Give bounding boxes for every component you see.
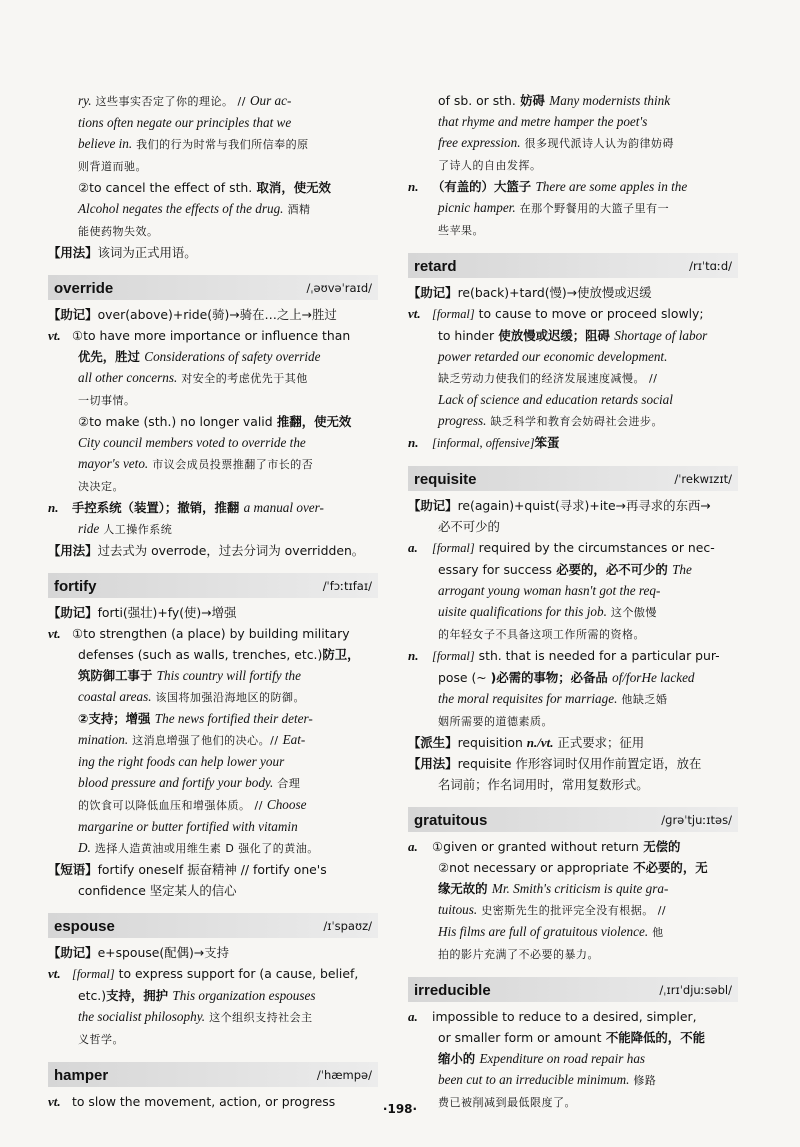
label-text: e+spouse(配偶)→支持 — [97, 945, 230, 960]
label-line — [48, 859, 378, 880]
section-label: 【助记】 — [408, 498, 458, 513]
text-ex2: Eat- — [282, 732, 306, 747]
headword: override — [54, 280, 114, 297]
text-reg: [formal] — [432, 541, 475, 555]
entry-line — [408, 1048, 738, 1069]
text-ex: The news fortified their deter- — [154, 711, 313, 726]
entry-line — [408, 899, 738, 921]
text-ex: picnic hamper. — [438, 200, 516, 215]
text-ex: arrogant young woman hasn't got the req- — [438, 583, 661, 598]
part-of-speech: vt. — [48, 328, 61, 343]
text-reg: [formal] — [432, 307, 475, 321]
entry-line — [408, 432, 738, 454]
entry-line — [408, 197, 738, 219]
label-line — [408, 774, 738, 795]
text-ex: Alcohol negates the effects of the drug. — [78, 201, 284, 216]
entry-line — [48, 198, 378, 220]
text-ex: ry. — [78, 93, 92, 108]
headword: fortify — [54, 578, 97, 595]
label-line — [408, 282, 738, 303]
text-def: ①given or granted without return — [432, 839, 639, 854]
entry-line — [408, 943, 738, 965]
phonetic: /ˈrekwɪzɪt/ — [674, 472, 732, 486]
text-ex: been cut to an irreducible minimum. — [438, 1072, 630, 1087]
text-zh: 了诗人的自由发挥。 — [438, 159, 542, 172]
entry-line — [48, 90, 378, 112]
entry-line — [408, 1027, 738, 1048]
entry-line — [408, 325, 738, 346]
entry-line — [408, 580, 738, 601]
text-bzh: 优先，胜过 — [78, 349, 145, 364]
label-line — [48, 540, 378, 561]
part-of-speech: n./vt. — [526, 735, 554, 750]
entry-line — [48, 794, 378, 816]
text-def: defenses (such as walls, trenches, etc.) — [78, 647, 323, 662]
entry-line — [408, 367, 738, 389]
text-bzh: 无偿的 — [638, 839, 681, 854]
part-of-speech: a. — [408, 839, 418, 854]
text-ex: This organization espouses — [172, 988, 316, 1003]
entry-line — [48, 708, 378, 729]
text-zh: 费已被削减到最低限度了。 — [438, 1096, 576, 1109]
text-zh: 则背道而驰。 — [78, 160, 147, 173]
section-label: 【助记】 — [48, 307, 98, 322]
entry-line — [408, 219, 738, 241]
label-line — [48, 602, 378, 623]
entry-line — [408, 623, 738, 645]
section-label: 【助记】 — [48, 605, 98, 620]
entry-line — [408, 688, 738, 710]
text-bzh: 缩小的 — [438, 1051, 480, 1066]
entry-line — [48, 475, 378, 497]
text-zh: 拍的影片充满了不必要的暴力。 — [438, 948, 599, 961]
headword-bar — [48, 913, 378, 938]
section-label: 【用法】 — [48, 245, 98, 260]
entry-line — [48, 367, 378, 389]
label-line — [48, 242, 378, 263]
headword-bar — [408, 253, 738, 278]
entry-line — [48, 155, 378, 177]
entry-line — [408, 836, 738, 857]
part-of-speech: n. — [408, 648, 419, 663]
entry-line — [48, 1006, 378, 1028]
label-line — [408, 753, 738, 774]
label-text: 名词前；作名词用时，常用复数形式。 — [438, 777, 649, 792]
right-column — [408, 90, 738, 1113]
part-of-speech: n. — [408, 435, 419, 450]
text-bzh: 筑防御工事于 — [78, 668, 157, 683]
text-def: impossible to reduce to a desired, simpler, — [432, 1009, 697, 1024]
phonetic: /ˌəʊvəˈraɪd/ — [306, 281, 372, 295]
label-line — [48, 880, 378, 901]
entry-line — [408, 303, 738, 325]
text-def: to slow the movement, action, or progress — [72, 1094, 336, 1109]
text-zh: 在那个野餐用的大篮子里有一 — [515, 202, 670, 215]
part-of-speech: n. — [408, 179, 419, 194]
text-ex: This country will fortify the — [156, 668, 302, 683]
label-text: 该词为正式用语。 — [97, 245, 197, 260]
text-ex: ing the right foods can help lower your — [78, 754, 285, 769]
section-label: 【用法】 — [48, 543, 98, 558]
text-def: or smaller form or amount — [438, 1030, 602, 1045]
headword-bar — [48, 275, 378, 300]
entry-line — [48, 644, 378, 665]
entry-line — [48, 346, 378, 367]
phonetic: /ˌɪrɪˈdjuːsəbl/ — [659, 983, 732, 997]
text-ex: Shortage of labor — [614, 328, 708, 343]
entry-line — [408, 645, 738, 667]
phonetic: /ɡrəˈtjuːɪtəs/ — [661, 813, 732, 827]
text-def: to cause to move or proceed slowly; — [474, 306, 704, 321]
part-of-speech: vt. — [48, 626, 61, 641]
text-ex2: Choose — [266, 797, 307, 812]
headword: espouse — [54, 918, 115, 935]
text-ex: all other concerns. — [78, 370, 178, 385]
text-def: of sb. or sth. — [438, 93, 516, 108]
headword-bar — [48, 1062, 378, 1087]
entry-line — [48, 772, 378, 794]
phonetic: /ˈhæmpə/ — [316, 1068, 372, 1082]
text-def: ①to have more importance or influence than — [72, 328, 351, 343]
text-zh: 决决定。 — [78, 480, 124, 493]
text-bzh: 必要的，必不可少的 — [551, 562, 673, 577]
text-zh: 对安全的考虑优先于其他 — [177, 372, 308, 385]
text-ex: Expenditure on road repair has — [479, 1051, 646, 1066]
text-bzh: 使放慢或迟缓；阻碍 — [494, 328, 615, 343]
text-ex: progress. — [438, 413, 487, 428]
text-def: ②not necessary or appropriate — [438, 860, 629, 875]
text-ex: mayor's veto. — [78, 456, 149, 471]
text-zh: 史密斯先生的批评完全没有根据。 // — [477, 904, 667, 917]
text-ex: D. — [78, 840, 91, 855]
entry-line — [408, 1006, 738, 1027]
entry-line — [48, 816, 378, 837]
entry-line — [408, 857, 738, 878]
phonetic: /ˈfɔːtɪfaɪ/ — [322, 579, 372, 593]
text-zh: 姻所需要的道德素质。 — [438, 715, 553, 728]
entry-line — [48, 220, 378, 242]
text-ex: Mr. Smith's criticism is quite gra- — [491, 881, 669, 896]
text-def: to hinder — [438, 328, 495, 343]
text-bzh: （有盖的）大篮子 — [432, 179, 536, 194]
entry-line — [408, 346, 738, 367]
phonetic: /rɪˈtɑːd/ — [689, 259, 732, 273]
text-zh: 缺乏科学和教育会妨碍社会进步。 — [486, 415, 663, 428]
entry-line — [48, 177, 378, 198]
label-line — [408, 732, 738, 753]
text-zh: 选择人造黄油或用维生素 D 强化了的黄油。 — [90, 842, 319, 855]
text-bzh: 手控系统（装置）；撤销，推翻 — [72, 500, 244, 515]
text-zh: 他 — [648, 926, 664, 939]
entry-line — [48, 729, 378, 751]
text-zh: 合理 — [273, 777, 301, 790]
text-ex: His films are full of gratuitous violence. — [438, 924, 649, 939]
label-text: over(above)+ride(骑)→骑在…之上→胜过 — [97, 307, 337, 322]
text-ex: Considerations of safety override — [144, 349, 321, 364]
headword: irreducible — [414, 982, 491, 999]
part-of-speech: a. — [408, 540, 418, 555]
entry-line — [408, 410, 738, 432]
text-ex: Many modernists think — [549, 93, 671, 108]
entry-line — [408, 132, 738, 154]
headword-bar — [408, 466, 738, 491]
text-ex: City council members voted to override the — [78, 435, 306, 450]
text-zh: 很多现代派诗人认为韵律妨碍 — [520, 137, 675, 150]
text-zh: 我们的行为时常与我们所信奉的原 — [132, 138, 309, 151]
headword: gratuitous — [414, 812, 488, 829]
section-label: 【短语】 — [48, 862, 98, 877]
text-ex: tuitous. — [438, 902, 478, 917]
label-line — [408, 516, 738, 537]
section-label: 【用法】 — [408, 756, 458, 771]
label-text: forti(强壮)+fy(使)→增强 — [97, 605, 237, 620]
part-of-speech: vt. — [408, 306, 421, 321]
entry-line — [408, 559, 738, 580]
text-zh: 这些事实否定了你的理论。 // — [91, 95, 250, 108]
text-ex: There are some apples in the — [535, 179, 688, 194]
entry-line — [408, 176, 738, 197]
headword-bar — [408, 977, 738, 1002]
text-def: sth. that is needed for a particular pur- — [474, 648, 720, 663]
entry-line — [408, 389, 738, 410]
text-ex: believe in. — [78, 136, 133, 151]
text-ex: that rhyme and metre hamper the poet's — [438, 114, 648, 129]
label-text: 必不可少的 — [438, 519, 500, 534]
entry-line — [408, 601, 738, 623]
entry-line — [48, 751, 378, 772]
text-reg: [formal] — [72, 967, 115, 981]
text-zh: 一切事情。 — [78, 394, 136, 407]
text-ex2: Our ac- — [249, 93, 292, 108]
part-of-speech: n. — [48, 500, 59, 515]
text-zh: 些苹果。 — [438, 224, 484, 237]
text-zh: 能使药物失效。 — [78, 225, 159, 238]
text-def: essary for success — [438, 562, 552, 577]
entry-line — [48, 837, 378, 859]
text-ex: blood pressure and fortify your body. — [78, 775, 274, 790]
phonetic: /ɪˈspaʊz/ — [323, 919, 372, 933]
entry-line — [48, 665, 378, 686]
headword: requisite — [414, 471, 477, 488]
text-ex: ride — [78, 521, 100, 536]
entry-line — [48, 623, 378, 644]
text-ex: of/for — [612, 670, 642, 685]
entry-line — [48, 518, 378, 540]
text-zh: 该国将加强沿海地区的防御。 — [151, 691, 306, 704]
entry-line — [408, 537, 738, 559]
left-column — [48, 90, 378, 1112]
text-ex: the socialist philosophy. — [78, 1009, 206, 1024]
text-ex: coastal areas. — [78, 689, 152, 704]
entry-line — [408, 154, 738, 176]
text-zh: 他缺乏婚 — [617, 693, 668, 706]
text-ex: uisite qualifications for this job. — [438, 604, 607, 619]
text-def: ②to make (sth.) no longer valid — [78, 414, 273, 429]
entry-line — [48, 985, 378, 1006]
entry-line — [408, 1069, 738, 1091]
label-text: re(again)+quist(寻求)+ite→再寻求的东西→ — [457, 498, 711, 513]
entry-line — [48, 133, 378, 155]
text-bzh: )必需的事物；必备品 — [490, 670, 613, 685]
text-zh: 人工操作系统 — [99, 523, 173, 536]
label-text: re(back)+tard(慢)→使放慢或迟缓 — [457, 285, 652, 300]
label-text: requisition — [457, 735, 527, 750]
entry-line — [48, 432, 378, 453]
text-ex: margarine or butter fortified with vitamin — [78, 819, 298, 834]
text-ex: mination. — [78, 732, 129, 747]
page-number: ·198· — [382, 1102, 418, 1116]
part-of-speech: a. — [408, 1009, 418, 1024]
entry-line — [48, 453, 378, 475]
text-ex: The — [672, 562, 692, 577]
text-ex: power retarded our economic development. — [438, 349, 668, 364]
label-line — [48, 304, 378, 325]
text-def: required by the circumstances or nec- — [474, 540, 715, 555]
text-bzh: 支持，拥护 — [106, 988, 173, 1003]
text-zh: 这消息增强了他们的决心。// — [128, 734, 283, 747]
section-label: 【派生】 — [408, 735, 458, 750]
part-of-speech: vt. — [48, 966, 61, 981]
text-ex: free expression. — [438, 135, 521, 150]
label-text: 正式要求；征用 — [553, 735, 645, 750]
label-line — [408, 495, 738, 516]
text-bzh: 缘无故的 — [438, 881, 492, 896]
text-bzh: 推翻，使无效 — [272, 414, 352, 429]
text-bzh: 防卫， — [322, 647, 360, 662]
entry-line — [48, 389, 378, 411]
text-bzh: 取消，使无效 — [252, 180, 331, 195]
text-ex: Lack of science and education retards social — [438, 392, 673, 407]
text-zh: 市议会成员投票推翻了市长的否 — [148, 458, 314, 471]
entry-line — [48, 112, 378, 133]
text-ex: a manual over- — [243, 500, 324, 515]
text-zh: 缺乏劳动力使我们的经济发展速度减慢。 // — [438, 372, 658, 385]
entry-line — [408, 878, 738, 899]
entry-line — [48, 497, 378, 518]
text-zh: 的饮食可以降低血压和增强体质。 // — [78, 799, 267, 812]
text-bzh: 笨蛋 — [534, 435, 560, 450]
text-def: to express support for (a cause, belief, — [114, 966, 359, 981]
text-def: ②to cancel the effect of sth. — [78, 180, 253, 195]
text-ex: the moral requisites for marriage. — [438, 691, 618, 706]
part-of-speech: vt. — [48, 1094, 61, 1109]
section-label: 【助记】 — [48, 945, 98, 960]
text-ex2: He lacked — [641, 670, 695, 685]
label-text: 过去式为 overrode，过去分词为 overridden。 — [97, 543, 365, 558]
entry-line — [408, 667, 738, 688]
entry-line — [48, 411, 378, 432]
text-reg: [formal] — [432, 649, 475, 663]
text-zh: 酒精 — [283, 203, 311, 216]
label-line — [48, 942, 378, 963]
text-zh: 义哲学。 — [78, 1033, 124, 1046]
text-ex: tions often negate our principles that we — [78, 115, 292, 130]
entry-line — [48, 686, 378, 708]
text-bzh: ②支持；增强 — [78, 711, 155, 726]
text-bzh: 不必要的，无 — [628, 860, 708, 875]
entry-line — [48, 1028, 378, 1050]
entry-line — [408, 710, 738, 732]
entry-line — [408, 90, 738, 111]
entry-line — [48, 325, 378, 346]
text-bzh: 妨碍 — [515, 93, 550, 108]
label-text: fortify oneself 振奋精神 // fortify one's — [97, 862, 327, 877]
text-def: ①to strengthen (a place) by building military — [72, 626, 350, 641]
text-def: pose (~ — [438, 670, 491, 685]
entry-line — [408, 111, 738, 132]
headword-bar — [48, 573, 378, 598]
text-zh: 的年轻女子不具备这项工作所需的资格。 — [438, 628, 645, 641]
text-zh: 这个傲慢 — [606, 606, 657, 619]
section-label: 【助记】 — [408, 285, 458, 300]
label-text: requisite 作形容词时仅用作前置定语，放在 — [457, 756, 702, 771]
text-bzh: 不能降低的，不能 — [601, 1030, 705, 1045]
text-zh: 这个组织支持社会主 — [205, 1011, 313, 1024]
entry-line — [48, 963, 378, 985]
text-def: etc.) — [78, 988, 107, 1003]
text-zh: 修路 — [629, 1074, 657, 1087]
headword: retard — [414, 258, 457, 275]
text-reg: [informal, offensive] — [432, 436, 535, 450]
headword: hamper — [54, 1067, 109, 1084]
entry-line — [408, 921, 738, 943]
label-text: confidence 坚定某人的信心 — [78, 883, 237, 898]
headword-bar — [408, 807, 738, 832]
